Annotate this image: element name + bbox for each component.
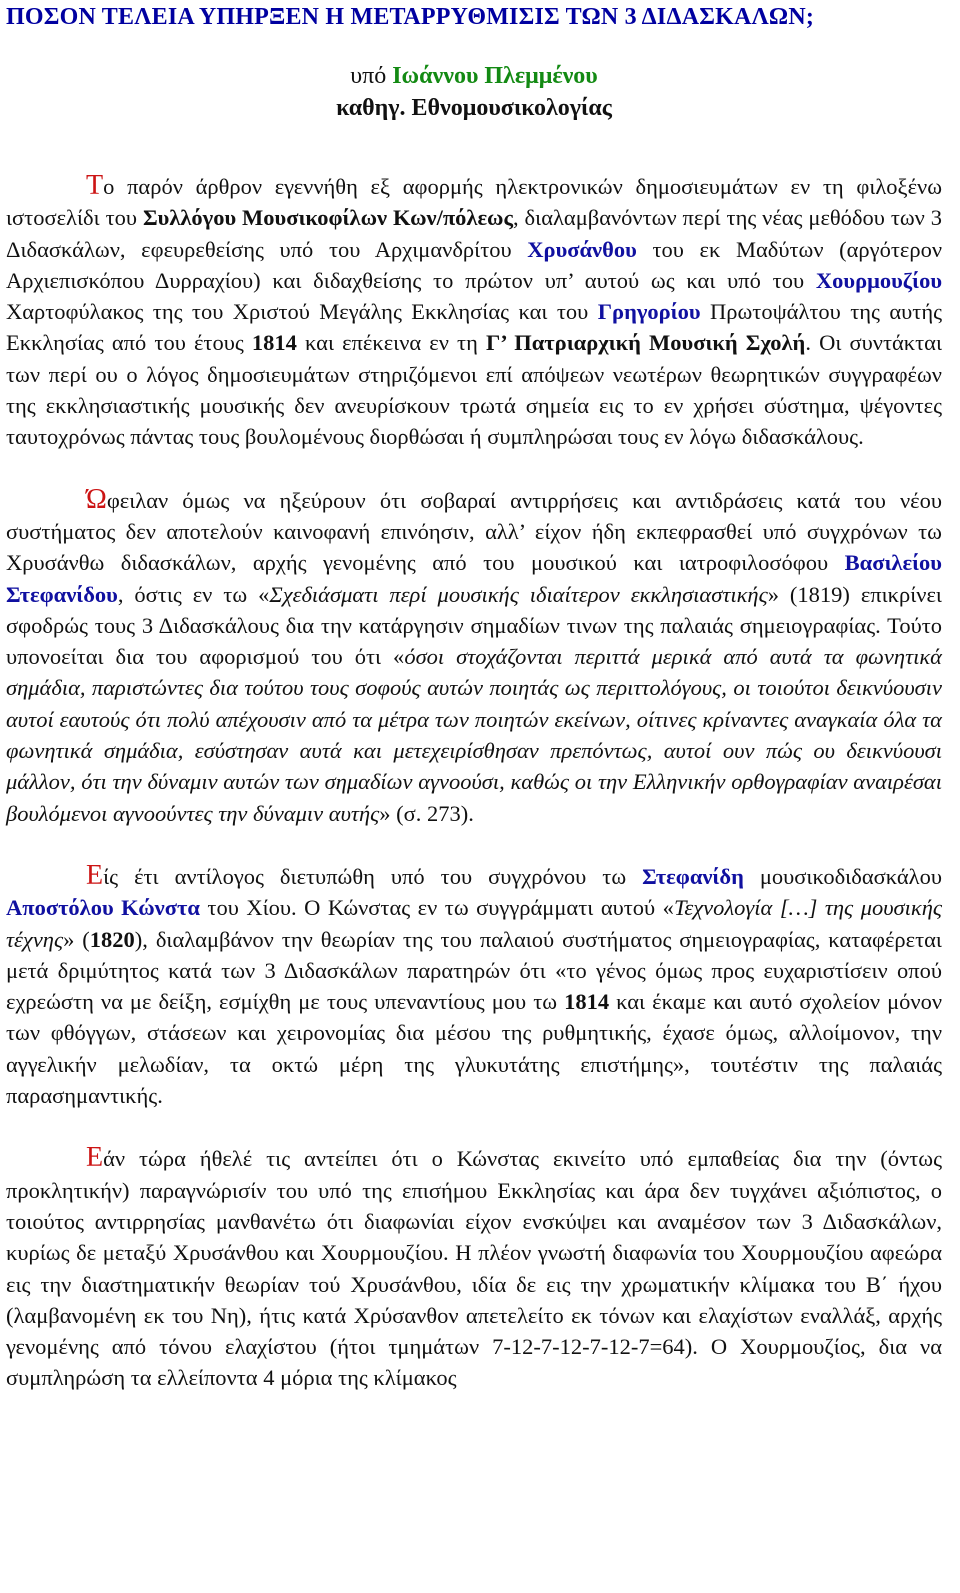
text: ), διαλαμβάνον την θεωρίαν της του παλαιού συστήματος σημειογραφίας, καταφέρεται μετά δριμύτητος κατά των 3 Διδασκάλων παρατηρών ότι «το γένος όμως προς ευχαριστίσειν οπού εχρεώστη να με δείξη, εσμίχθη με τους υπεναντίους μου τω [6, 926, 942, 1015]
text: ίς έτι αντίλογος διετυπώθη υπό του συγχρόνου τω [103, 863, 643, 889]
text: ο παρόν άρθρον εγεννήθη εξ αφορμής ηλεκτρονικών δημοσιευμάτων εν τη φιλοξένω ιστοσελίδι του [6, 174, 942, 231]
text: του εκ Μαδύτων (αργότερον Αρχιεπισκόπου Δυρραχίου) και διδαχθείσης το πρώτον υπ’ αυτού ως και υπό του [6, 236, 942, 293]
highlighted-name: Χουρμουζίου [815, 267, 942, 293]
bold-text: Γ’ Πατριαρχική Μουσική Σχολή [485, 330, 806, 356]
author-prefix: υπό [350, 63, 393, 89]
author-line [6, 60, 942, 92]
drop-cap: Ώ [86, 483, 107, 515]
author-role: καθηγ. Εθνομουσικολογίας [336, 95, 612, 121]
paragraph-4 [6, 1142, 942, 1393]
text: και έκαμε και αυτό σχολείον μόνον των φθόγγων, στάσεων και χειρονομίας δια μέσου της ρυθμητικής, έχασε όμως, αλλοίμονον, την αγγελικήν μελωδίαν, τα οκτώ μέρη της γλυκυτάτης επιστήμης», τουτέστιν της παλαιάς παρασημαντικής. [6, 989, 943, 1109]
drop-cap: Ε [86, 1142, 104, 1174]
text: . Οι συντάκται των περί ου ο λόγος δημοσιευμάτων στηριζόμενοι επί απόψεων νεωτέρων θεωρητικών συγγραφέων της εκκλησιαστικής μουσικής δεν ανευρίσκουν τρωτά σημεία εις το εν χρήσει σύστημα, ψέγοντες ταυτοχρόνως πάντας τους βουλομένους διορθώσαι ή συμπληρώσαι τους εν λόγω διδασκάλους. [6, 330, 943, 450]
highlighted-name: Βασιλείου Στεφανίδου [6, 550, 942, 607]
text: Χαρτοφύλακος της του Χριστού Μεγάλης Εκκλησίας και του [6, 299, 598, 325]
bold-text: 1814 [251, 330, 297, 356]
text: » ( [63, 926, 90, 952]
drop-cap: Τ [86, 170, 104, 201]
paragraph-3 [6, 860, 942, 1111]
highlighted-name: Γρηγορίου [597, 299, 701, 325]
italic-text: Σχεδιάσματι περί μουσικής ιδιαίτερον εκκλησιαστικής [269, 581, 768, 607]
paragraph-2 [6, 484, 942, 829]
byline [6, 60, 942, 124]
article-title: ΠΟΣΟΝ ΤΕΛΕΙΑ ΥΠΗΡΞΕΝ Η ΜΕΤΑΡΡΥΘΜΙΣΙΣ ΤΩΝ 3 ΔΙΔΑΣΚΑΛΩΝ; [6, 4, 815, 30]
drop-cap: Ε [86, 859, 104, 891]
highlighted-name: Στεφανίδη [642, 863, 744, 889]
text: » (1819) επικρίνει σφοδρώς τους 3 Διδασκάλους δια την κατάργησιν σημαδίων τινων της παλαιάς σημειογραφίας. Τούτο υπονοείται δια του αφορισμού του ότι « [6, 581, 942, 670]
text: και επέκεινα εν τη [296, 330, 486, 356]
text: φειλαν όμως να ηξεύρουν ότι σοβαραί αντιρρήσεις και αντιδράσεις κατά του νέου συστήματος δεν αποτελούν καινοφανή επινόησιν, αλλ’ είχον ήδη εκπεφρασθεί υπό συγχρόνων τω Χρυσάνθω διδασκάλων, αρχής γενομένης από του μουσικού και ιατροφιλοσόφου [6, 487, 942, 576]
italic-quote: όσοι στοχάζονται περιττά μερικά από αυτά τα φωνητικά σημάδια, παριστώντες δια τούτου τους σοφούς αυτών ποιητάς ως περιττολόγους, οι τοιούτοι δεικνύουσιν αυτοί εαυτούς ότι πολύ απέχουσιν από τα μέτρα των ποιητών εκείνων, οίτινες κρίναντες αναγκαία όλα τα φωνητικά σημάδια, εσύστησαν αυτά και μετεχειρίσθησαν πρεπόντως, αυτοί ουν πώς ου δεικνύουσι μάλλον, ότι την δύναμιν αυτών των σημαδίων αγνοούσι, καθώς οι την Ελληνικήν ορθογραφίαν αναιρέσαι βουλόμενοι αγνοούντες την δύναμιν αυτής [6, 644, 942, 826]
highlighted-name: Αποστόλου Κώνστα [6, 895, 200, 921]
italic-text: Τεχνολογία […] της μουσικής τέχνης [6, 895, 943, 952]
text: , διαλαμβανόντων περί της νέας μεθόδου των 3 Διδασκάλων, εφευρεθείσης υπό του Αρχιμανδρίτου [6, 205, 943, 262]
text: » (σ. 273). [379, 800, 474, 826]
bold-text: 1814 [564, 989, 610, 1015]
text: άν τώρα ήθελέ τις αντείπει ότι ο Κώνστας εκινείτο υπό εμπαθείας δια την (όντως προκλητικήν) παραγνώρισίν του υπό της επισήμου Εκκλησίας και άρα δεν τυγχάνει αξιόπιστος, ο τοιούτος αντιρρησίας μανθανέτω ότι διαφωνίαι είχον ενσκύψει και αναμέσον των 3 Διδασκάλων, κυρίως δε μεταξύ Χρυσάνθου και Χουρμουζίου. Η πλέον γνωστή διαφωνία του Χουρμουζίου αφεώρα εις την διαστηματικήν θεωρίαν τού Χρυσάνθου, ιδία δε εις την χρωματικήν κλίμακα του Β΄ ήχου (λαμβανομένη εκ του Νη), ήτις κατά Χρύσανθον απετελείτο εκ τόνων και ελαχίστων εναλλάξ, αρχής γενομένης από τόνου ελαχίστου (ήτοι τμημάτων 7-12-7-12-7-12-7=64). Ο Χουρμουζίος, δια να συμπληρώση τα ελλείποντα 4 μόρια της κλίμακος [6, 1146, 942, 1391]
text: Πρωτοψάλτου της αυτής Εκκλησίας από του έτους [6, 299, 942, 356]
highlighted-name: Χρυσάνθου [527, 236, 637, 262]
paragraph-1 [6, 170, 942, 453]
text: του Χίου. Ο Κώνστας εν τω συγγράμματι αυτού « [199, 895, 674, 921]
text: , όστις εν τω « [117, 581, 270, 607]
text: μουσικοδιδασκάλου [743, 863, 942, 889]
author-name: Ιωάννου Πλεμμένου [392, 63, 598, 89]
bold-text: Συλλόγου Μουσικοφίλων Κων/πόλεως [142, 205, 514, 231]
bold-text: 1820 [89, 926, 135, 952]
